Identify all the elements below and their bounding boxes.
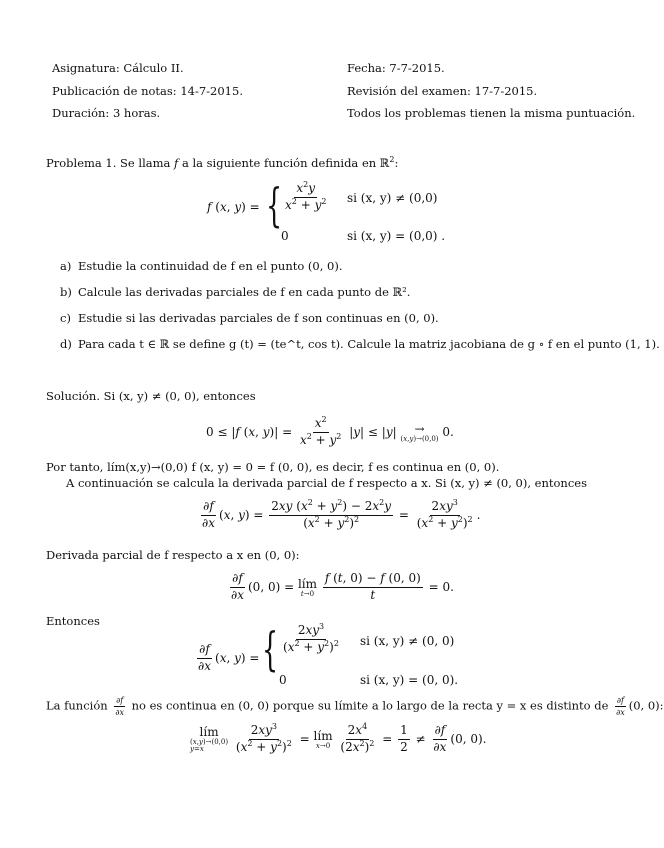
header-scoring: Todos los problemas tienen la misma puntuación. <box>347 106 636 120</box>
solution-discontinuity: La función $\frac{\partial f}{\partial x}$ no es continua en (0, 0) porque su límite a lo largo de la recta y = x es distinto de $\frac{\partial f}{\partial x}$ (0, 0): <box>46 696 664 718</box>
header-grades: Publicación de notas: 14-7-2015. <box>52 84 243 98</box>
list-item: a) Estudie la continuidad de f en el punto (0, 0). <box>60 259 343 273</box>
partial-case1-condition: si (x, y) ≠ (0, 0) <box>360 634 455 648</box>
problem-intro: Problema 1. Se llama f a la siguiente función definida en ℝ$^2$: <box>46 155 399 170</box>
header-review: Revisión del examen: 17-7-2015. <box>347 84 538 98</box>
header-date: Fecha: 7-7-2015. <box>347 61 445 75</box>
equation-partial-origin: $\frac{\partial f}{\partial x}$ (0, 0) = lím t→0 $\frac{f (t, 0) - f (0, 0)}{t}$ = 0. <box>231 571 454 602</box>
solution-then: Entonces <box>46 614 100 628</box>
function-case2-value: 0 <box>281 229 289 243</box>
function-case1-value: $\frac{x^2y}{x^2 + y^2}$ <box>285 180 327 212</box>
solution-derivative-intro: A continuación se calcula la derivada parcial de f respecto a x. Si (x, y) ≠ (0, 0), entonces <box>66 476 587 490</box>
solution-continuity: Por tanto, lím(x,y)→(0,0) f (x, y) = 0 = f (0, 0), es decir, f es continua en (0, 0). <box>46 460 500 474</box>
equation-limit-diagonal: lím (x,y)→(0,0) y=x $\frac{2xy^3}{(x^2 + y^2)^2}$ = lím x→0 $\frac{2x^4}{(2x^2)^2}$ = $\frac{1}{2}$ ≠ $\frac{\partial f}{\partial x}$ (0, 0). <box>190 722 487 754</box>
header-duration: Duración: 3 horas. <box>52 106 161 120</box>
partial-lhs: $\frac{\partial f}{\partial x}$ (x, y) = <box>198 642 260 673</box>
solution-partial-origin: Derivada parcial de f respecto a x en (0, 0): <box>46 548 300 562</box>
equation-partial-x: $\frac{\partial f}{\partial x}$ (x, y) = $\frac{2xy (x^2 + y^2) - 2x^2y}{(x^2 + y^2)^2}$ = $\frac{2xy^3}{(x^2 + y^2)^2}$ . <box>202 498 481 530</box>
partial-case1-value: $\frac{2xy^3}{(x^2 + y^2)^2}$ <box>283 622 339 654</box>
list-item: b) Calcule las derivadas parciales de f en cada punto de ℝ². <box>60 285 411 299</box>
solution-intro: Solución. Si (x, y) ≠ (0, 0), entonces <box>46 389 256 403</box>
partial-case2-value: 0 <box>279 673 287 687</box>
list-item: c) Estudie si las derivadas parciales de f son continuas en (0, 0). <box>60 311 439 325</box>
header-subject: Asignatura: Cálculo II. <box>52 61 184 75</box>
list-item: d) Para cada t ∈ ℝ se define g (t) = (te^t, cos t). Calcule la matriz jacobiana de g ∘ f en el punto (1, 1). <box>60 337 660 351</box>
left-brace: { <box>262 622 279 676</box>
function-case1-condition: si (x, y) ≠ (0,0) <box>347 191 438 205</box>
left-brace: { <box>266 178 283 232</box>
function-lhs: f (x, y) = <box>207 200 260 214</box>
function-case2-condition: si (x, y) = (0,0) . <box>347 229 446 243</box>
partial-case2-condition: si (x, y) = (0, 0). <box>360 673 459 687</box>
equation-bound: 0 ≤ |f (x, y)| = $\frac{x^2}{x^2 + y^2}$ |y| ≤ |y| → (x,y)→(0,0) 0. <box>206 415 454 447</box>
